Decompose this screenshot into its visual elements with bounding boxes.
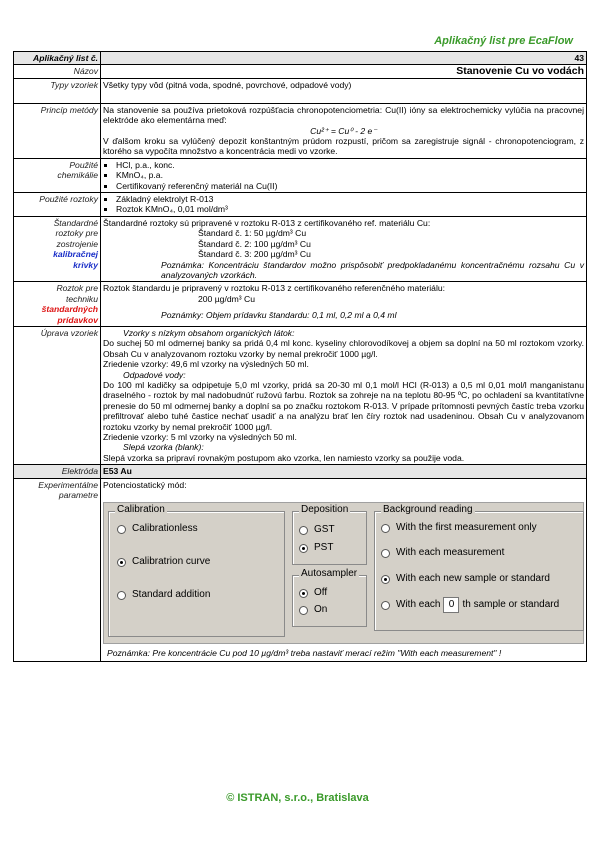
row-experimental-parameters [14, 478, 587, 662]
standard-1: Štandard č. 1: 50 µg/dm³ Cu [198, 228, 307, 239]
label-std-line1: Štandardné [53, 217, 98, 228]
label-exp-line2: parametre [58, 490, 98, 501]
label-sa-line3: štandardných [41, 304, 98, 315]
chemicals-list [103, 160, 584, 191]
row-sample-preparation [14, 326, 587, 464]
principle-paragraph-2: V ďalšom kroku sa vylúčený depozit konštantným prúdom rozpustí, pričom sa zaregistruje signál - chronopotenciogram, z ktorého sa vypočíta množstvo a koncentrácia medi vo vzorke. [103, 136, 584, 157]
background-reading-group-title: Background reading [383, 504, 473, 516]
label-method-principle: Princíp metódy [14, 103, 101, 158]
label-standard-addition [14, 282, 101, 327]
standard-addition-intro: Roztok štandardu je pripravený v roztoku R-013 z certifikovaného referenčného materiálu: [103, 283, 446, 294]
radio-circle [381, 601, 390, 610]
row-application-number [14, 52, 587, 65]
value-sample-preparation [101, 326, 587, 464]
bg-each-new-sample-radio[interactable] [381, 574, 550, 584]
calibration-group-title: Calibration [117, 504, 165, 516]
label-exp-line1: Experimentálne [38, 479, 98, 490]
document-header-title: Aplikačný list pre EcaFlow [434, 35, 573, 47]
calibration-curve-radio[interactable] [117, 557, 210, 567]
prep-heading-blank: Slepá vzorka (blank): [123, 442, 204, 453]
experimental-mode: Potenciostatický mód: [103, 479, 187, 490]
calibration-group [108, 504, 285, 637]
label-electrode: Elektróda [14, 465, 101, 478]
label-experimental-parameters [14, 478, 101, 662]
autosampler-on-radio[interactable] [299, 605, 327, 615]
label-chemicals-line1: Použité [69, 159, 98, 170]
row-sample-types [14, 78, 587, 103]
footer-copyright: © ISTRAN, s.r.o., Bratislava [226, 792, 369, 804]
solutions-list [103, 194, 584, 215]
value-solutions [101, 193, 587, 217]
radio-circle [299, 606, 308, 615]
radio-circle [381, 549, 390, 558]
chemical-item: ▪ Certifikovaný referenčný materiál na Cu(II) [116, 181, 584, 191]
label-application-number: Aplikačný list č. [14, 52, 101, 65]
label-sa-line2: techniku [65, 293, 98, 304]
standards-intro: Štandardné roztoky sú pripravené v roztoku R-013 z certifikovaného ref. materiálu Cu: [103, 217, 431, 228]
prep-heading-waste-water: Odpadové vody: [123, 369, 186, 380]
bg-each-new-sample-label: With each new sample or standard [396, 573, 550, 585]
bg-each-nth-label-b: th sample or standard [462, 598, 560, 610]
row-chemicals [14, 158, 587, 192]
label-sa-line1: Roztok pre [56, 283, 98, 294]
label-std-line4: kalibračnej [53, 249, 98, 260]
row-solutions [14, 193, 587, 217]
label-sample-preparation: Úprava vzoriek [14, 326, 101, 464]
deposition-group [292, 504, 367, 565]
value-experimental-parameters [101, 478, 587, 662]
radio-circle [117, 591, 126, 600]
label-name: Názov [14, 65, 101, 78]
label-std-line2: roztoky pre [55, 228, 98, 239]
row-electrode [14, 465, 587, 478]
bg-each-measurement-label: With each measurement [396, 547, 505, 559]
standard-2: Štandard č. 2: 100 µg/dm³ Cu [198, 238, 311, 249]
standards-note: Poznámka: Koncentráciu štandardov možno prispôsobiť predpokladanému koncentračnému rozsahu Cu v analyzovaných vzorkách. [161, 259, 584, 280]
radio-circle-selected [381, 575, 390, 584]
solution-item: ▪ Základný elektrolyt R-013 [116, 194, 584, 204]
value-name: Stanovenie Cu vo vodách [101, 65, 587, 78]
radio-circle-selected [117, 558, 126, 567]
pst-radio[interactable] [299, 543, 333, 553]
prep-heading-low-organic: Vzorky s nízkym obsahom organických látok: [123, 327, 295, 338]
bg-nth-count-field[interactable]: 0 [443, 597, 459, 613]
prep-paragraph-3: Slepá vzorka sa pripraví rovnakým postupom ako vzorka, len namiesto vzorky sa použije voda. [103, 452, 465, 463]
standard-3: Štandard č. 3: 200 µg/dm³ Cu [198, 249, 311, 260]
bg-each-nth-sample-radio[interactable] [381, 597, 559, 613]
settings-panel [103, 502, 584, 644]
value-standard-addition [101, 282, 587, 327]
calibrationless-label: Calibrationless [132, 523, 198, 535]
autosampler-group [292, 568, 367, 627]
prep-dilution-1: Zriedenie vzorky: 49,6 ml vzorky na výslednÿch 50 ml. [103, 359, 309, 370]
bg-first-measurement-label: With the first measurement only [396, 522, 537, 534]
autosampler-group-title: Autosampler [301, 568, 358, 580]
bg-each-nth-label-a: With each [396, 598, 441, 610]
value-application-number: 43 [101, 52, 587, 65]
label-sample-types: Typy vzoriek [14, 78, 101, 103]
radio-circle-selected [299, 589, 308, 598]
prep-paragraph-2: Do 100 ml kadičky sa odpipetuje 5,0 ml vzorky, pridá sa 20-30 ml 0,1 mol/l HCl (R-013) a 0,5 ml 0,01 mol/l manganistanu draselného - roztok by mal nadobudnúť ružovú farbu. Roztok sa zohreje na na teplotu 80-95 ºC, po ochladení sa kvantitatívne prenesie do 50 ml odmernej banky a doplní sa po značku roztokom R-013. V prípade prítomnosti pevných častíc treba vzorku prefiltrovať alebo tuhé častice nechať usadiť a na analýzu brať len číry roztok nad usadeninou. Obsah Cu v analyzovanom roztoku vzorky by nemal prekročiť 1000 µg/l. [103, 379, 584, 432]
value-method-principle [101, 103, 587, 158]
deposition-group-title: Deposition [301, 504, 349, 516]
calibration-curve-label: Calibratrion curve [132, 556, 211, 568]
principle-paragraph-1: Na stanovenie sa používa prietoková rozpúšťacia chronopotenciometria: Cu(II) ióny sa elektrochemicky vylúčia na pracovnej elektróde ako elementárna meď: [103, 104, 584, 126]
bg-first-measurement-radio[interactable] [381, 523, 537, 533]
radio-circle [299, 526, 308, 535]
standard-addition-label: Standard addition [132, 589, 211, 601]
row-name [14, 65, 587, 78]
standard-addition-note: Poznámky: Objem prídavku štandardu: 0,1 ml, 0,2 ml a 0,4 ml [161, 310, 397, 321]
row-method-principle [14, 103, 587, 158]
standard-addition-radio[interactable] [117, 590, 210, 600]
radio-circle [381, 524, 390, 533]
prep-paragraph-1: Do suchej 50 ml odmernej banky sa pridá 0,4 ml konc. kyseliny chlorovodíkovej a objem sa doplní na 50 ml roztokom vzorky. Obsah Cu v analyzovanom roztoku vzorky by nemal prekročiť 1000 µg/l. [103, 338, 584, 359]
chemical-item: ▪ KMnO₄, p.a. [116, 170, 584, 180]
chemical-item: ▪ HCl, p.a., konc. [116, 160, 584, 170]
solution-item: ▪ Roztok KMnO₄, 0,01 mol/dm³ [116, 204, 584, 214]
application-sheet-table [13, 51, 587, 662]
standard-addition-value: 200 µg/dm³ Cu [198, 293, 256, 304]
prep-dilution-2: Zriedenie vzorky: 5 ml vzorky na výsledných 50 ml. [103, 432, 297, 442]
autosampler-off-radio[interactable] [299, 588, 327, 598]
label-calibration-standards [14, 216, 101, 281]
value-chemicals [101, 158, 587, 192]
row-standard-addition [14, 282, 587, 327]
experimental-note: Poznámka: Pre koncentrácie Cu pod 10 µg/dm³ treba nastaviť merací režim "With each measurement" ! [107, 648, 502, 659]
label-chemicals-line2: chemikálie [57, 170, 98, 181]
label-chemicals [14, 158, 101, 192]
bg-each-measurement-radio[interactable] [381, 548, 504, 558]
label-solutions: Použité roztoky [14, 193, 101, 217]
background-reading-group [374, 504, 584, 631]
row-calibration-standards [14, 216, 587, 281]
value-sample-types: Všetky typy vôd (pitná voda, spodné, povrchové, odpadové vody) [101, 78, 587, 103]
label-sa-line4: prídavkov [57, 314, 98, 325]
principle-equation: Cu²⁺ = Cu⁰ - 2 e⁻ [310, 125, 377, 136]
label-std-line3: zostrojenie [56, 238, 98, 249]
autosampler-off-label: Off [314, 587, 328, 599]
value-electrode: E53 Au [101, 465, 587, 478]
value-calibration-standards [101, 216, 587, 281]
gst-radio[interactable] [299, 525, 335, 535]
radio-circle-selected [299, 544, 308, 553]
gst-label: GST [314, 524, 335, 536]
autosampler-on-label: On [314, 604, 328, 616]
radio-circle [117, 525, 126, 534]
pst-label: PST [314, 542, 334, 554]
label-std-line5: krivky [73, 259, 98, 270]
calibrationless-radio[interactable] [117, 524, 198, 534]
